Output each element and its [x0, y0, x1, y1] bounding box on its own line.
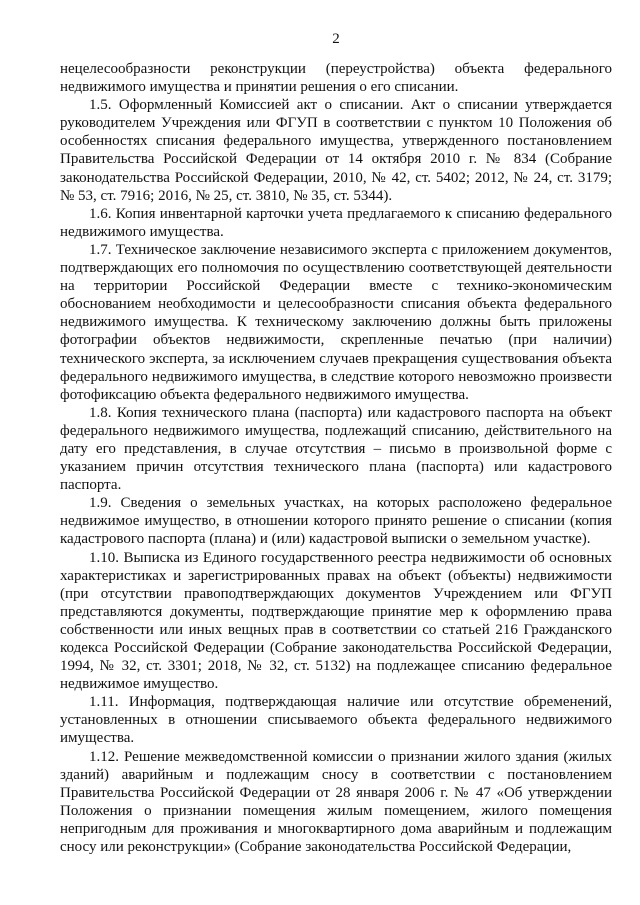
document-page: [60, 30, 612, 856]
paragraph-1-8: 1.8. Копия технического плана (паспорта) или кадастрового паспорта на объект федерального недвижимого имущества, подлежащий списанию, действительного на дату его представления, в случае отсутствия – письмо в произвольной форме с указанием причин отсутствия технического плана (паспорта) или кадастрового паспорта.: [60, 404, 612, 494]
paragraph-1-12: 1.12. Решение межведомственной комиссии о признании жилого здания (жилых зданий) аварийным и подлежащим сносу в соответствии с постановлением Правительства Российской Федерации от 28 января 2006 г. № 47 «Об утверждении Положения о признании помещения жилым помещением, жилого помещения непригодным для проживания и многоквартирного дома аварийным и подлежащим сносу или реконструкции» (Собрание законодательства Российской Федерации,: [60, 748, 612, 856]
paragraph-1-6: 1.6. Копия инвентарной карточки учета предлагаемого к списанию федерального недвижимого имущества.: [60, 205, 612, 240]
paragraph-1-7: 1.7. Техническое заключение независимого эксперта с приложением документов, подтверждающих его полномочия по осуществлению соответствующей деятельности на территории Российской Федерации вместе с технико-экономическим обоснованием необходимости и целесообразности списания объекта федерального недвижимого имущества. К техническому заключению должны быть приложены фотографии объектов недвижимости, скрепленные печатью (при наличии) технического эксперта, за исключением случаев прекращения существования объекта федерального недвижимого имущества, в следствие которого невозможно произвести фотофиксацию объекта федерального недвижимого имущества.: [60, 241, 612, 403]
paragraph-1-9: 1.9. Сведения о земельных участках, на которых расположено федеральное недвижимое имущество, в отношении которого принято решение о списании (копия кадастрового паспорта (плана) и (или) кадастровой выписки о земельном участке).: [60, 495, 612, 548]
page-number: 2: [332, 31, 340, 47]
paragraph-1-5: 1.5. Оформленный Комиссией акт о списании. Акт о списании утверждается руководителем Учреждения или ФГУП в соответствии с пунктом 10 Положения об особенностях списания федерального имущества, утвержденного постановлением Правительства Российской Федерации от 14 октября 2010 г. № 834 (Собрание законодательства Российской Федерации, 2010, № 42, ст. 5402; 2012, № 24, ст. 3179; № 53, ст. 7916; 2016, № 25, ст. 3810, № 35, ст. 5344).: [60, 97, 612, 204]
paragraph-1-10: 1.10. Выписка из Единого государственного реестра недвижимости об основных характеристиках и зарегистрированных правах на объект (объекты) недвижимости (при отсутствии правоподтверждающих документов Учреждением или ФГУП представляются документы, подтверждающие принятие мер к оформлению права собственности или иных вещных прав в соответствии со статьей 216 Гражданского кодекса Российской Федерации (Собрание законодательства Российской Федерации, 1994, № 32, ст. 3301; 2018, № 32, ст. 5132) на подлежащее списанию федеральное недвижимое имущество.: [60, 549, 612, 693]
paragraph-1-11: 1.11. Информация, подтверждающая наличие или отсутствие обременений, установленных в отношении списываемого объекта федерального недвижимого имущества.: [60, 694, 612, 747]
paragraph-continuation: нецелесообразности реконструкции (переустройства) объекта федерального недвижимого имущества и принятии решения о его списании.: [60, 61, 612, 96]
